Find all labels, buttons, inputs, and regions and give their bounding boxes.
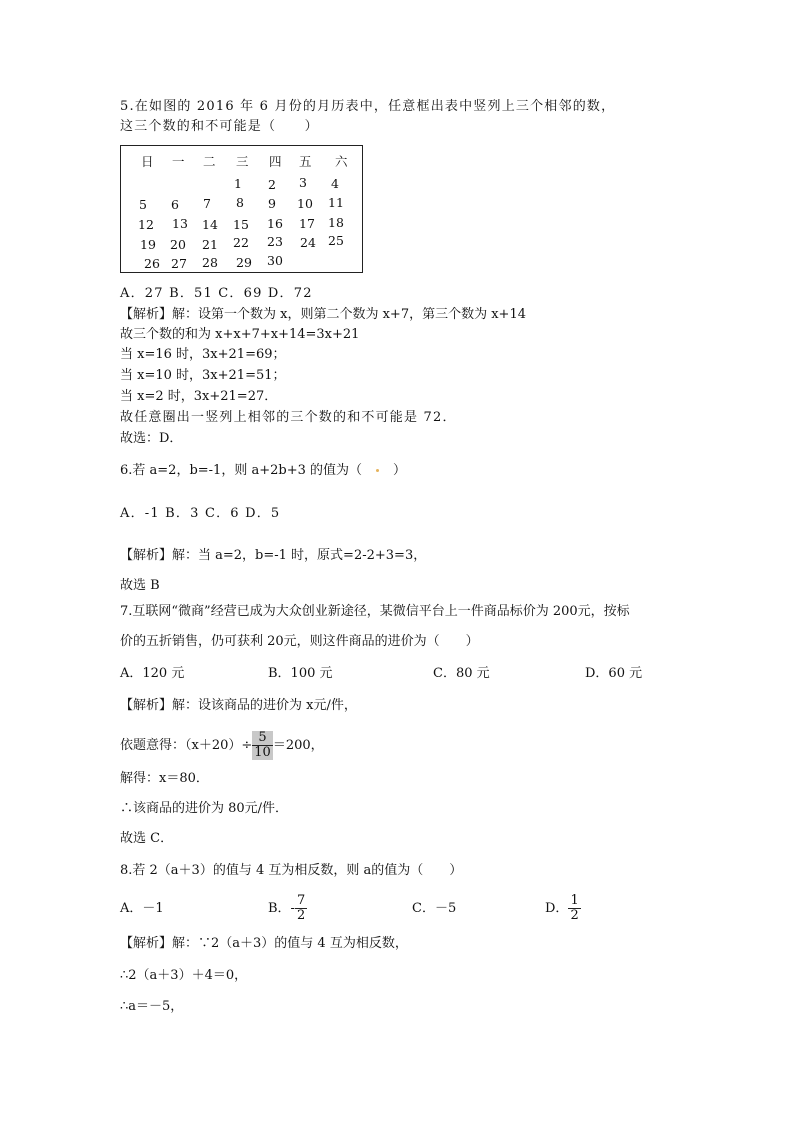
q8-option-b-label: B．- [268, 901, 295, 916]
calendar-cell: 7 [203, 196, 211, 211]
q5-analysis-line: 当 x=10 时，3x+21=51； [120, 368, 286, 383]
q7-stem-line1: 7.互联网“微商”经营已成为大众创业新途径，某微信平台上一件商品标价为 200元，按标 [120, 604, 630, 619]
q5-options: A．27 B．51 C．69 D．72 [120, 286, 313, 301]
q8-analysis: 【解析】解：∵2（a＋3）的值与 4 互为相反数， [120, 936, 408, 951]
fraction [252, 731, 273, 760]
calendar-cell: 10 [297, 196, 313, 211]
q7-option-d: D．60 元 [585, 666, 643, 681]
calendar-cell: 29 [236, 255, 252, 270]
q7-option-a: A．120 元 [120, 666, 185, 681]
q6-stem-close: ） [393, 463, 407, 478]
calendar-cell: 19 [140, 237, 156, 252]
calendar-header: 日 [141, 154, 154, 169]
q7-eq-suffix: ＝200， [272, 738, 324, 753]
q7-equation [120, 727, 324, 765]
calendar-cell: 15 [233, 217, 249, 232]
q6-analysis: 【解析】解：当 a=2，b=-1 时，原式=2-2+3=3， [120, 548, 427, 563]
calendar-cell: 17 [299, 216, 315, 231]
q8-step2: ∴a＝－5， [120, 999, 184, 1014]
calendar-cell: 8 [236, 195, 244, 210]
calendar-cell: 18 [328, 215, 344, 230]
q8-option-d-label: D． [545, 901, 569, 916]
calendar-cell: 26 [144, 256, 160, 271]
calendar-cell: 20 [170, 237, 186, 252]
fraction-numerator: 1 [570, 893, 579, 908]
calendar-header: 六 [335, 154, 348, 169]
fraction-denominator: 10 [254, 745, 271, 760]
q7-analysis: 【解析】解：设该商品的进价为 x元/件， [120, 698, 357, 713]
q8-option-b [268, 890, 307, 928]
calendar-cell: 24 [300, 235, 316, 250]
q7-option-b: B．100 元 [268, 666, 333, 681]
q7-conclusion: ∴该商品的进价为 80元/件． [120, 801, 289, 816]
q5-answer: 故选：D． [120, 431, 183, 446]
q8-option-c: C．－5 [412, 901, 457, 916]
calendar-header: 二 [203, 154, 216, 169]
fraction-numerator: 7 [296, 893, 306, 908]
answer-blank-icon [376, 469, 379, 472]
calendar-table [120, 145, 363, 273]
fraction-denominator: 2 [296, 908, 306, 923]
calendar-header: 五 [299, 154, 312, 169]
q7-eq-prefix: 依题意得：（x＋20）÷ [120, 738, 253, 753]
calendar-cell: 6 [171, 197, 179, 212]
q8-option-a: A．－1 [120, 901, 164, 916]
q8-stem: 8.若 2（a＋3）的值与 4 互为相反数，则 a的值为（ ） [120, 863, 463, 878]
q6-stem [120, 462, 406, 480]
calendar-cell: 12 [138, 217, 154, 232]
fraction [295, 894, 307, 923]
calendar-cell: 14 [202, 217, 218, 232]
q6-stem-text: 6.若 a=2，b=-1，则 a+2b+3 的值为（ [120, 463, 362, 478]
calendar-cell: 27 [171, 256, 187, 271]
calendar-cell: 30 [267, 253, 283, 268]
q5-stem-line1: 5.在如图的 2016 年 6 月份的月历表中，任意框出表中竖列上三个相邻的数， [120, 99, 616, 114]
calendar-cell: 16 [267, 216, 283, 231]
q5-stem-line2: 这三个数的和不可能是（ ） [120, 119, 319, 134]
fraction [568, 894, 580, 923]
calendar-cell: 25 [328, 233, 344, 248]
calendar-cell: 1 [234, 176, 242, 191]
q6-answer: 故选 B [120, 578, 160, 593]
fraction-denominator: 2 [570, 908, 579, 923]
calendar-cell: 28 [202, 255, 218, 270]
calendar-cell: 2 [268, 177, 276, 192]
calendar-cell: 22 [233, 235, 249, 250]
q5-analysis-line: 【解析】解：设第一个数为 x，则第二个数为 x+7，第三个数为 x+14 [120, 307, 526, 322]
q7-solve: 解得：x＝80． [120, 771, 209, 786]
q5-analysis-line: 当 x=2 时，3x+21=27． [120, 389, 278, 404]
q5-analysis-line: 故三个数的和为 x+x+7+x+14=3x+21 [120, 327, 360, 342]
calendar-header: 四 [269, 154, 282, 169]
q5-analysis-line: 当 x=16 时，3x+21=69； [120, 347, 286, 362]
calendar-cell: 11 [328, 195, 344, 210]
calendar-header: 三 [236, 154, 249, 169]
calendar-cell: 9 [268, 196, 276, 211]
calendar-cell: 21 [202, 237, 218, 252]
fraction-numerator: 5 [252, 731, 273, 746]
q5-analysis-line: 故任意圈出一竖列上相邻的三个数的和不可能是 72． [120, 410, 457, 425]
calendar-cell: 23 [267, 234, 283, 249]
calendar-cell: 3 [299, 175, 307, 190]
q7-stem-line2: 价的五折销售，仍可获利 20元，则这件商品的进价为（ ） [120, 634, 479, 649]
calendar-cell: 5 [139, 197, 147, 212]
q8-option-d [545, 890, 581, 928]
calendar-header: 一 [172, 154, 185, 169]
calendar-cell: 13 [172, 216, 188, 231]
q7-option-c: C．80 元 [433, 666, 490, 681]
q8-step1: ∴2（a＋3）＋4＝0， [120, 968, 248, 983]
calendar-cell: 4 [331, 176, 339, 191]
q7-answer: 故选 C． [120, 831, 174, 846]
q6-options: A．-1 B．3 C．6 D．5 [120, 506, 281, 521]
